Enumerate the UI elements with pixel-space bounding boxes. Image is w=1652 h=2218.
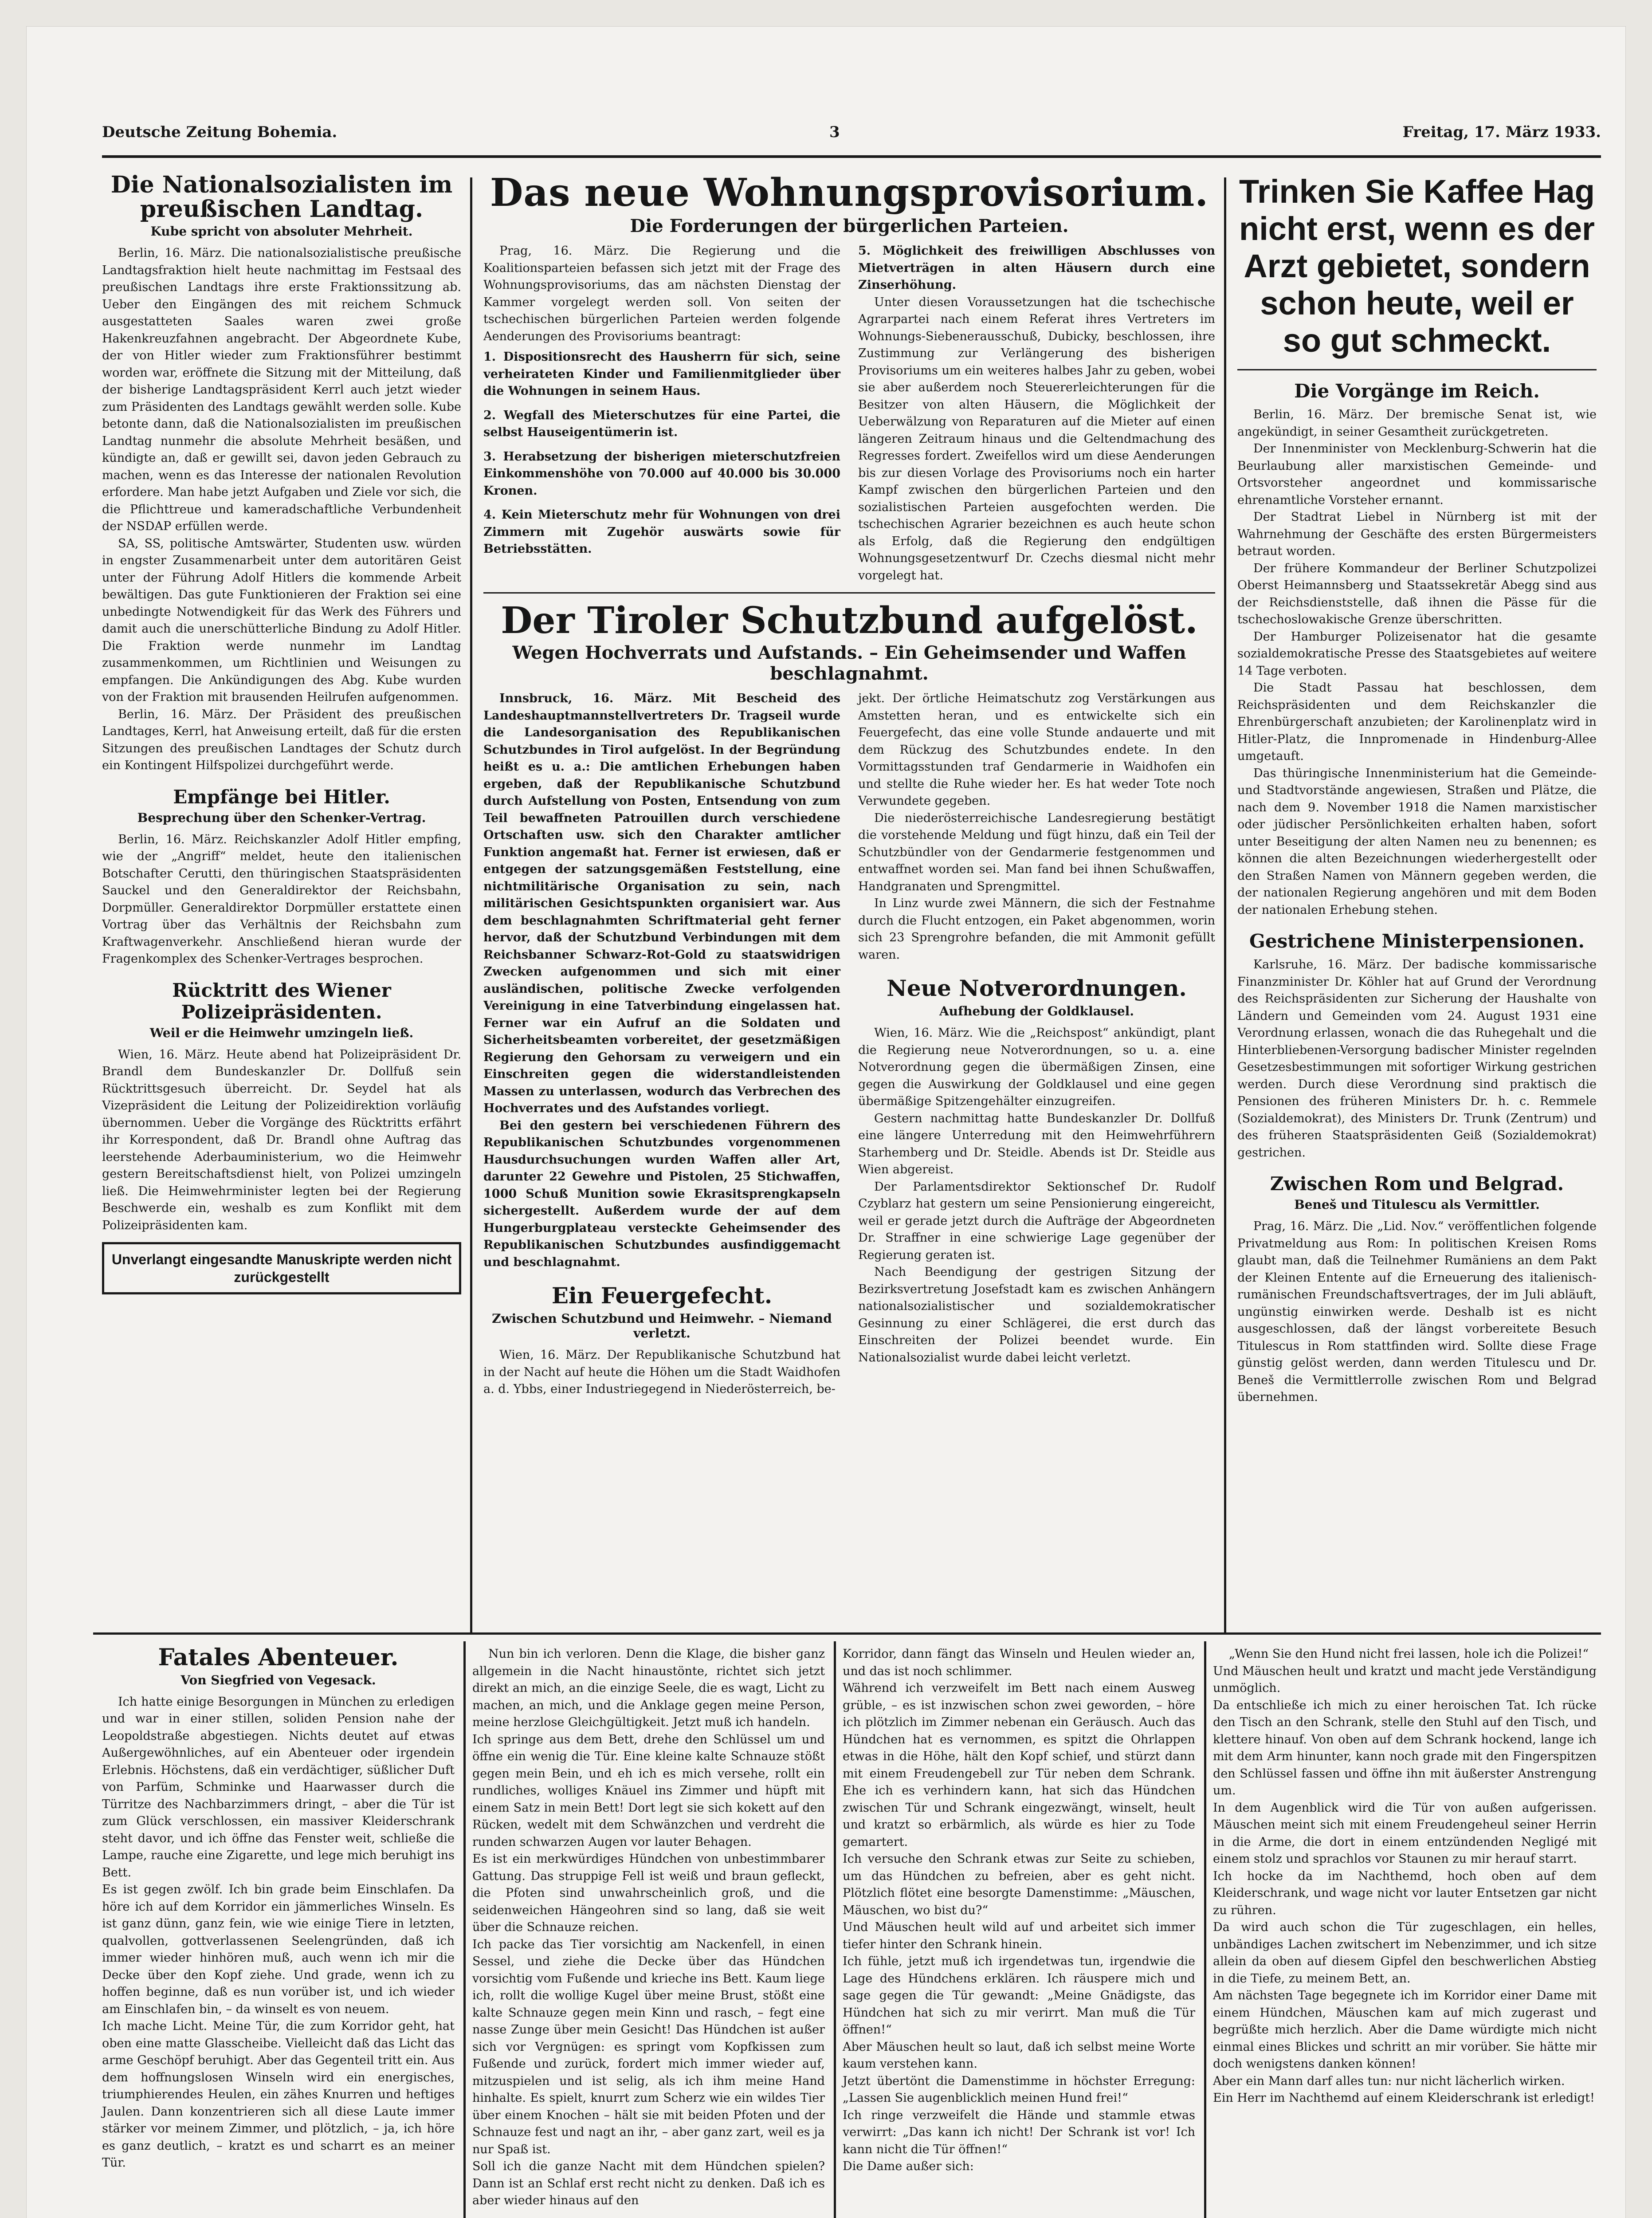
paragraph: Der Parlamentsdirektor Sektionschef Dr. Rudolf Czyblarz hat gestern um seine Pensionierung eingereicht, weil er gerade jetzt durch die Aufträge der Abgeordneten Dr. Straffner in eine schwierige Lage gegenüber der Regierung geraten ist. [858,1180,1215,1262]
header-rule [102,155,1601,158]
article-subtitle: Weil er die Heimwehr umzingeln ließ. [149,1025,414,1040]
column-rule [1204,1641,1206,2218]
story-text: Ich hatte einige Besorgungen in München zu erledigen und war in einer stillen, soliden Pension nahe der Leopoldstraße abgestiegen. Nichts deutet auf etwas Außergewöhnliches, auf ein Abenteuer oder irgendein Erlebnis. Höchstens, daß ein verdächtiger, süßlicher Duft von Parfüm, Schminke und Haarwasser durch die Türritze des Nachbarzimmers dringt, – aber die Tür ist zum Glück verschlossen, ein massiver Kleiderschrank steht davor, und ich öffne das Fenster weit, schließe die Lampe, rauche eine Zigarette, und lege mich beruhigt ins Bett. Es ist gegen zwölf. Ich bin grade beim Einschlafen. Da höre ich auf dem Korridor ein jämmerliches Winseln. Es ist ganz dünn, ganz fein, wie wie einige Tiere in letzten, qualvollen, gottverlassenen Seelengründen, daß ich immer wieder hinhören muß, auch wenn ich mir die Decke über den Kopf ziehe. Und grade, wenn ich zu hoffen beginne, daß es nun vorüber ist, und ich wieder am Einschlafen bin, – da winselt es von neuem. Ich mache Licht. Meine Tür, die zum Korridor geht, hat oben eine matte Glasscheibe. Vielleicht daß das Licht das arme Geschöpf beruhigt. Aber das Gegenteil tritt ein. Aus dem hoffnungslosen Winseln wird ein energisches, triumphierendes Heulen, ein zähes Knurren und heftiges Jaulen. Dann konzentrieren sich all diese Laute immer stärker vor meinem Zimmer, und plötzlich, – ja, ich höre es ganz deutlich, – kratzt es und scharrt es an meiner Tür. [102,1695,455,2170]
article-subtitle: Kube spricht von absoluter Mehrheit. [150,224,413,239]
story-text: Nun bin ich verloren. Denn die Klage, die bisher ganz allgemein in die Nacht hinaustönte, richtet sich jetzt direkt an mich, an die einzige Seele, die es wagt, Licht zu machen, an mich, und die Anklage gegen meine Person, meine herzlose Gleichgültigkeit. Jetzt muß ich handeln. Ich springe aus dem Bett, drehe den Schlüssel um und öffne ein wenig die Tür. Eine kleine kalte Schnauze stößt gegen mein Bein, und eh ich es mich versehe, rollt ein rundliches, wolliges Knäuel ins Zimmer und hüpft mit einem Satz in mein Bett! Dort legt sie sich kokett auf den Rücken, wedelt mit dem Schwänzchen und verdreht die runden schwarzen Augen vor lauter Behagen. Es ist ein merkwürdiges Hündchen von unbestimmbarer Gattung. Das struppige Fell ist weiß und braun gefleckt, die Pfoten sind unwahrscheinlich groß, und die seidenweichen Hängeohren sind so lang, daß sie weit über die Schnauze reichen. Ich packe das Tier vorsichtig am Nackenfell, in einen Sessel, und ziehe die Decke über das Hündchen vorsichtig vom Fußende und krieche ins Bett. Kaum liege ich, rollt die wollige Kugel über meine Brust, stößt eine kalte Schnauze gegen mein Kinn und rasch, – fegt eine nasse Zunge über mein Gesicht! Das Hündchen ist außer sich vor Vergnügen: es springt vom Kopfkissen zum Fußende und zurück, fordert mich immer wieder auf, mitzuspielen und ist selig, als ich ihm meine Hand hinhalte. Es spielt, knurrt zum Scherz wie ein wildes Tier über einem Knochen – hält sie mit beiden Pfoten und der Schnauze fest und nagt an ihr, – aber ganz zart, weil es ja nur Spaß ist. Soll ich die ganze Nacht mit dem Hündchen spielen? Dann ist an Schlaf erst recht nicht zu denken. Daß ich es aber wieder hinaus auf den [472,1647,825,2207]
paragraph: Bei den gestern bei verschiedenen Führern des Republikanischen Schutzbundes vorgenommenen Hausdurchsuchungen wurden Waffen aller Art, darunter 22 Gewehre und Pistolen, 25 Stichwaffen, 1000 Schuß Munition sowie Ekrasitsprengkapseln sichergestellt. Außerdem wurde der auf dem Hungerburgplateau versteckte Geheimsender des Republikanischen Schutzbundes ausfindiggemacht und beschlagnahmt. [483,1118,840,1269]
list-item: 4. Kein Mieterschutz mehr für Wohnungen von drei Zimmern mit Zugehör auswärts sowie für Betriebsstätten. [483,508,840,556]
article-title: Der Tiroler Schutzbund aufgelöst. [501,599,1198,642]
paragraph: Wien, 16. März. Wie die „Reichspost“ ankündigt, plant die Regierung neue Notverordnungen, so u. a. eine Notverordnung gegen die übermäßigen Zinsen, eine gegen die Auswirkung der Goldklausel und eine gegen übermäßige Spitzengehälter einzugreifen. [858,1026,1215,1109]
feuilleton-column-2 [472,1646,825,2210]
paragraph: Prag, 16. März. Die Regierung und die Koalitionsparteien befassen sich jetzt mit der Frage des Wohnungsprovisoriums, das am nächsten Dienstag der Kammer vorgelegt werden soll. Von seiten der tschechischen bürgerlichen Parteien werden folgende Aenderungen des Provisoriums beantragt: [483,244,840,343]
article-title: Gestrichene Ministerpensionen. [1249,930,1585,952]
paragraph: SA, SS, politische Amtswärter, Studenten usw. würden in engster Zusammenarbeit unter dem autoritären Geist unter der Führung Adolf Hitlers die kommende Arbeit bewältigen. Das gute Funktionieren der Fraktion sei eine unbedingte Notwendigkeit für das Werk des Führers und damit auch die unerschütterliche Bindung zu Adolf Hitler. Die Fraktion werde nunmehr im Landtag zusammenkommen, um Richtlinien und Weisungen zu empfangen. Die Ankündigungen des Abg. Kube wurden von der Fraktion mit brausenden Heilrufen aufgenommen. [102,536,461,704]
article-title: Zwischen Rom und Belgrad. [1270,1173,1564,1195]
paragraph: Innsbruck, 16. März. Mit Bescheid des Landeshauptmannstellvertreters Dr. Tragseil wurde die Landesorganisation des Republikanischen Schutzbundes in Tirol aufgelöst. In der Begründung heißt es u. a.: Die amtlichen Erhebungen haben ergeben, daß der Republikanische Schutzbund durch Aufstellung von Posten, Entsendung von zum Teil bewaffneten Patrouillen durch verschiedene Ortschaften usw. sich den Charakter amtlicher Funktion angemaßt hat. Ferner ist erwiesen, daß er entgegen der satzungsgemäßen Feststellung, eine nichtmilitärische Organisation zu sein, nach militärischen Gesichtspunkten organisiert war. Aus dem beschlagnahmten Schriftmaterial geht ferner hervor, daß der Schutzbund Verbindungen mit dem Reichsbanner Schwarz-Rot-Gold zu staatswidrigen Zwecken aufgenommen und sich mit einer ausländischen, politische Zwecke verfolgenden Vereinigung in eine Tatverbindung eingelassen hat. Ferner war ein Aufruf an die Soldaten und Sicherheitsbeamten vorbereitet, der gesetzmäßigen Regierung den Gehorsam zu verweigern und ein Einschreiten gegen die widerstandleistenden Massen zu unterlassen, wodurch das Verbrechen des Hochverrates und des Aufstandes vorliegt. [483,692,840,1116]
paragraph: jekt. Der örtliche Heimatschutz zog Verstärkungen aus Amstetten heran, und es entwickelte sich ein Feuergefecht, das eine volle Stunde andauerte und mit dem Rückzug des Schutzbundes endete. In den Vormittagsstunden traf Gendarmerie in Waidhofen ein und stellte die Ruhe wieder her. Es hat weder Tote noch Verwundete gegeben. [858,692,1215,808]
paragraph: In Linz wurde zwei Männern, die sich der Festnahme durch die Flucht entzogen, ein Paket abgenommen, worin sich 23 Sprengrohre befanden, die mit Ammonit gefüllt waren. [858,897,1215,962]
column-2 [483,170,1215,1398]
story-title: Fatales Abenteuer. [158,1644,399,1671]
list-item: 3. Herabsetzung der bisherigen mieterschutzfreien Einkommenshöhe von 70.000 auf 40.000 bis 30.000 Kronen. [483,449,840,498]
feuilleton-column-4 [1213,1646,1597,2107]
column-1 [102,173,461,1294]
article-subtitle: Besprechung über den Schenker-Vertrag. [137,810,426,825]
paragraph: Der frühere Kommandeur der Berliner Schutzpolizei Oberst Heimannsberg und Staatssekretär Abegg sind aus der Reichsdienststelle, daß ihnen die Pässe für die tschechoslowakische Grenze überschritten. [1237,561,1597,626]
paragraph: Nach Beendigung der gestrigen Sitzung der Bezirksvertretung Josefstadt kam es zwischen Anhängern nationalsozialistischer und sozialdemokratischer Gesinnung zu einer Schlägerei, die erst durch das Einschreiten der Polizei beendet wurde. Ein Nationalsozialist wurde dabei leicht verletzt. [858,1265,1215,1365]
paragraph: Der Innenminister von Mecklenburg-Schwerin hat die Beurlaubung aller marxistischen Gemeinde- und Ortsvorsteher angeordnet und kommissarische ehrenamtliche Vorsteher ernannt. [1237,442,1597,507]
paragraph: Berlin, 16. März. Der Präsident des preußischen Landtages, Kerrl, hat Anweisung erteilt, daß für die ersten Sitzungen des preußischen Landtages der Schutz durch ein Kontingent Hilfspolizei durchgeführt werde. [102,707,461,773]
editorial-notice: Unverlangt eingesandte Manuskripte werden nicht zurückgestellt [102,1242,461,1294]
paragraph: Wien, 16. März. Der Republikanische Schutzbund hat in der Nacht auf heute die Höhen um die Stadt Waidhofen a. d. Ybbs, einer Industriegegend in Niederösterreich, be- [483,1348,840,1396]
coffee-advertisement: Trinken Sie Kaffee Hag nicht erst, wenn es der Arzt gebietet, sondern schon heute, weil er so gut schmeckt. [1239,173,1595,359]
paragraph: 5. Möglichkeit des freiwilligen Abschlusses von Mietverträgen in alten Häusern durch eine Zinserhöhung. [858,244,1215,292]
paragraph: Wien, 16. März. Heute abend hat Polizeipräsident Dr. Brandl dem Bundeskanzler Dr. Dollfuß sein Rücktrittsgesuch überreicht. Dr. Seydel hat als Vizepräsident die Leitung der Polizeidirektion vorläufig übernommen. Ueber die Vorgänge des Rücktritts erfährt ihr Korrespondent, daß Dr. Brandl ohne Auftrag das leerstehende Aderbauministerium, wo die Heimwehr gestern Bereitschaftsdienst hielt, von Polizei umzingeln ließ. Die Heimwehrminister legten bei der Regierung Beschwerde ein, weshalb es zum Konflikt mit dem Polizeipräsidenten kam. [102,1047,461,1232]
article-subtitle: Wegen Hochverrats und Aufstands. – Ein Geheimsender und Waffen beschlagnahmt. [512,642,1186,684]
paragraph: Karlsruhe, 16. März. Der badische kommissarische Finanzminister Dr. Köhler hat auf Grund der Verordnung des Reichspräsidenten zur Sicherung der Haushalte von Ländern und Gemeinden vom 24. August 1931 eine Verordnung erlassen, wonach die das Ruhegehalt und die Hinterbliebenen-Versorgung badischer Minister regelnden Gesetzesbestimmungen mit sofortiger Wirkung gestrichen werden. Durch diese Verordnung sind praktisch die Pensionen des früheren Ministers Dr. h. c. Remmele (Sozialdemokrat), des Ministers Dr. Trunk (Zentrum) und des früheren Staatspräsidenten Geiß (Sozialdemokrat) gestrichen. [1237,958,1597,1160]
newspaper-page [27,27,1625,2218]
paragraph: Unter diesen Voraussetzungen hat die tschechische Agrarpartei nach einem Referat ihres Vertreters im Wohnungs-Siebenerausschuß, Dubicky, beschlossen, ihre Zustimmung zur Verlängerung des bisherigen Provisoriums um ein weiteres halbes Jahr zu geben, wobei sie aber außerdem noch Steuererleichterungen für die Besitzer von alten Häusern, die Möglichkeit der Ueberwälzung von Reparaturen auf die Mieter auf einen längeren Zeitraum hinaus und die Geltendmachung des Regresses fordert. Zweifellos wird um diese Aenderungen bis zur diesen Vorlage des Provisoriums noch ein harter Kampf zwischen den bürgerlichen Parteien und den sozialistischen Parteien ausgefochten werden. Die tschechischen Agrarier bezeichnen es auch heute schon als Erfolg, daß die Regierung den endgültigen Wohnungsgesetzentwurf Dr. Czechs diesmal nicht mehr vorgelegt hat. [858,295,1215,582]
issue-date: Freitag, 17. März 1933. [1402,123,1601,141]
paragraph: Die Stadt Passau hat beschlossen, dem Reichspräsidenten und dem Reichskanzler die Ehrenbürgerschaft anzubieten; der Karolinenplatz wird in Hitler-Platz, die Innpromenade in Hindenburg-Allee umgetauft. [1237,681,1597,763]
lead-subtitle: Die Forderungen der bürgerlichen Parteien. [630,216,1069,237]
demand-list [483,349,840,558]
paragraph: Gestern nachmittag hatte Bundeskanzler Dr. Dollfuß eine längere Unterredung mit den Heimwehrführern Starhemberg und Dr. Steidle. Abends ist Dr. Steidle aus Wien abgereist. [858,1111,1215,1177]
feuilleton-column-3 [843,1646,1195,2175]
list-item: 1. Dispositionsrecht des Hausherrn für sich, seine verheirateten Kinder und Familienmitglieder über die Wohnungen in seinem Haus. [483,350,840,398]
paragraph: Prag, 16. März. Die „Lid. Nov.“ veröffentlichen folgende Privatmeldung aus Rom: In politischen Kreisen Roms glaubt man, daß die Teilnehmer Rumäniens an dem Pakt der Kleinen Entente auf die Erneuerung des italienisch-rumänischen Freundschaftsvertrages, der im Juli abläuft, ungünstig einwirken werde. Deshalb ist es nicht ausgeschlossen, daß der längst vorbereitete Besuch Titulescus in Rom stattfinden wird. Sollte diese Frage günstig gelöst werden, dann werden Titulescu und Dr. Beneš die Vermittlerrolle zwischen Rom und Belgrad übernehmen. [1237,1219,1597,1404]
column-rule [470,177,472,1632]
list-item: 2. Wegfall des Mieterschutzes für eine Partei, die selbst Hauseigentümerin ist. [483,408,840,440]
paragraph: Berlin, 16. März. Reichskanzler Adolf Hitler empfing, wie der „Angriff“ meldet, heute den italienischen Botschafter Cerutti, den thüringischen Staatspräsidenten Sauckel und den Generaldirektor der Reichsbahn, Dorpmüller. Generaldirektor Dorpmüller erstattete einen Vortrag über das Verhältnis der Reichsbahn zum Kraftwagenverkehr. Anschließend hieran wurde der Fragenkomplex des Schenker-Vertrages besprochen. [102,832,461,966]
page-number: 3 [829,123,840,141]
lead-title: Das neue Wohnungsprovisorium. [490,170,1209,215]
paragraph: Der Hamburger Polizeisenator hat die gesamte sozialdemokratische Presse des Staatsgebietes auf weitere 14 Tage verboten. [1237,629,1597,678]
article-title: Rücktritt des Wiener Polizeipräsidenten. [172,979,391,1023]
feuilleton-column-1 [102,1646,455,2172]
feuilleton-rule [93,1632,1601,1635]
column-rule [1224,177,1226,1632]
article-title: Ein Feuergefecht. [551,1282,773,1309]
paragraph: Berlin, 16. März. Der bremische Senat ist, wie angekündigt, in seiner Gesamtheit zurückgetreten. [1237,408,1597,439]
article-title: Empfänge bei Hitler. [173,786,390,808]
article-title: Die Nationalsozialisten im preußischen Landtag. [110,171,453,223]
article-subtitle: Zwischen Schutzbund und Heimwehr. – Niemand verletzt. [492,1311,832,1341]
column-rule [463,1641,466,2218]
running-header [102,123,1601,150]
story-text: Korridor, dann fängt das Winseln und Heulen wieder an, und das ist noch schlimmer. Während ich verzweifelt im Bett nach einem Ausweg grüble, – es ist inzwischen schon zwei geworden, – höre ich plötzlich im Zimmer nebenan ein Geräusch. Auch das Hündchen hat es vernommen, es spitzt die Ohrlappen etwas in die Höhe, hält den Kopf schief, und stürzt dann mit einem Freudengebell zur Tür neben dem Schrank. Ehe ich es verhindern kann, hat sich das Hündchen zwischen Tür und Schrank eingezwängt, winselt, heult und kratzt so erbärmlich, als würde es hier zu Tode gemartert. Ich versuche den Schrank etwas zur Seite zu schieben, um das Hündchen zu befreien, aber es geht nicht. Plötzlich flötet eine besorgte Damenstimme: „Mäuschen, Mäuschen, wo bist du?“ Und Mäuschen heult wild auf und arbeitet sich immer tiefer hinter den Schrank hinein. Ich fühle, jetzt muß ich irgendetwas tun, irgendwie die Lage des Hündchens erklären. Ich räuspere mich und sage gegen die Tür gewandt: „Meine Gnädigste, das Hündchen hat sich zu mir verirrt. Man muß die Tür öffnen!“ Aber Mäuschen heult so laut, daß ich selbst meine Worte kaum verstehen kann. Jetzt übertönt die Damenstimme in höchster Erregung: „Lassen Sie augenblicklich meinen Hund frei!“ Ich ringe verzweifelt die Hände und stammle etwas verwirrt: „Das kann ich nicht! Der Schrank ist vor! Ich kann nicht die Tür öffnen!“ Die Dame außer sich: [843,1647,1195,2173]
paragraph: Das thüringische Innenministerium hat die Gemeinde- und Stadtvorstände angewiesen, Straßen und Plätze, die nach dem 9. November 1918 die Namen marxistischer oder jüdischer Persönlichkeiten erhalten haben, sofort unter Beseitigung der alten Namen neu zu benennen; es können die alten Bezeichnungen wiederhergestellt oder den Straßen Namen von Männern gegeben werden, die der nationalen Regierung angehören und mit dem Boden der nationalen Erhebung stehen. [1237,766,1597,917]
column-rule [834,1641,836,2218]
paragraph: Die niederösterreichische Landesregierung bestätigt die vorstehende Meldung und fügt hinzu, daß ein Teil der Schutzbündler von der Gendarmerie festgenommen und entwaffnet worden sei. Man fand bei ihnen Schußwaffen, Handgranaten und Sprengmittel. [858,811,1215,893]
column-3 [1237,173,1597,1406]
story-author: Von Siegfried von Vegesack. [181,1672,376,1687]
paragraph: Berlin, 16. März. Die nationalsozialistische preußische Landtagsfraktion hielt heute nachmittag im Festsaal des preußischen Landtags ihre erste Fraktionssitzung ab. Ueber den Eingängen des mit reichem Schmuck ausgestatteten Saales waren zwei große Hakenkreuzfahnen angebracht. Der Abgeordnete Kube, der von Hitler wieder zum Fraktionsführer bestimmt worden war, eröffnete die Sitzung mit der Mitteilung, daß der bisherige Landtagspräsident Kerrl auch jetzt wieder zum Präsidenten des Landtags gewählt werden solle. Kube betonte dann, daß die Nationalsozialisten im preußischen Landtag nunmehr die absolute Mehrheit besäßen, und kündigte an, daß er gewillt sei, davon jeden Gebrauch zu machen, wenn es das Interesse der nationalen Revolution erfordere. Man habe jetzt Aufgaben und Ziele vor sich, die die Pflichttreue und kameradschaftliche Verbundenheit der NSDAP erfüllen werde. [102,246,461,534]
article-title: Die Vorgänge im Reich. [1294,380,1540,402]
masthead-name: Deutsche Zeitung Bohemia. [102,123,337,141]
article-subtitle: Aufhebung der Goldklausel. [939,1004,1134,1019]
article-subtitle: Beneš und Titulescu als Vermittler. [1294,1197,1540,1212]
article-title: Neue Notverordnungen. [887,975,1187,1002]
paragraph: Der Stadtrat Liebel in Nürnberg ist mit der Wahrnehmung der Geschäfte des ersten Bürgermeisters betraut worden. [1237,510,1597,558]
story-text: „Wenn Sie den Hund nicht frei lassen, hole ich die Polizei!“ Und Mäuschen heult und kratzt und macht jede Verständigung unmöglich. Da entschließe ich mich zu einer heroischen Tat. Ich rücke den Tisch an den Schrank, stelle den Stuhl auf den Tisch, und klettere hinauf. Von oben auf dem Schrank hockend, lange ich mit dem Arm hinunter, kann noch grade mit den Fingerspitzen den Schlüssel fassen und öffne ihn mit äußerster Anstrengung um. In dem Augenblick wird die Tür von außen aufgerissen. Mäuschen meint sich mit einem Freudengeheul seiner Herrin in die Arme, die dort in einem entzündenden Negligé mit einem stolz und sprachlos vor Staunen zu mir herauf starrt. Ich hocke da im Nachthemd, hoch oben auf dem Kleiderschrank, und wage nicht vor lauter Entsetzen gar nicht zu rühren. Da wird auch schon die Tür zugeschlagen, ein helles, unbändiges Lachen zwitschert im Nebenzimmer, und ich sitze allein da oben auf diesem Gipfel den beschwerlichen Abstieg in die Tiefe, zu meinem Bett, an. Am nächsten Tage begegnete ich im Korridor einer Dame mit einem Hündchen, Mäuschen kam auf mich zugerast und begrüßte mich herzlich. Aber die Dame würdigte mich nicht einmal eines Blickes und schritt an mir vorüber. Sie hätte mir doch wenigstens danken können! Aber ein Mann darf alles tun: nur nicht lächerlich wirken. Ein Herr im Nachthemd auf einem Kleiderschrank ist erledigt! [1213,1647,1597,2105]
